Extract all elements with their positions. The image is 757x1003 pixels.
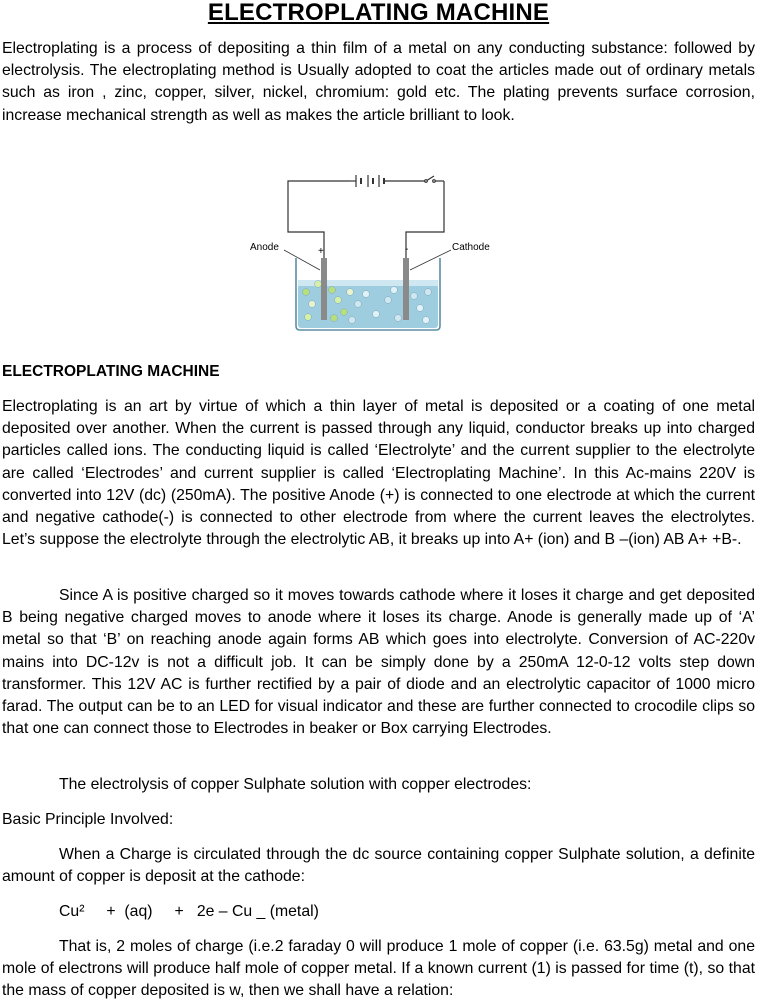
ion-particle bbox=[395, 315, 402, 322]
ion-particle bbox=[373, 311, 380, 318]
chemical-equation: Cu² + (aq) + 2e – Cu _ (metal) bbox=[59, 903, 319, 920]
ion-particle bbox=[303, 289, 310, 296]
body-paragraph-1: Electroplating is an art by virtue of which a thin layer of metal is deposited or a coating of one metal deposited over another. When the current is passed through any liquid, conductor breaks up into charged particles called ions. The conducting liquid is called ‘Electrolyte’ and the current supplier to the electrolyte are called ‘Electrodes’ and current supplier is called ‘Electroplating Machine’. In this Ac-mains 220V is converted into 12V (dc) (250mA). The positive Anode (+) is connected to one electrode at which the current and negative cathode(-) is connected to other electrode from where the current leaves the electrolytes. Let’s suppose the electrolyte through the electrolytic AB, it breaks up into A+ (ion) and B –(ion) AB A+ +B-. bbox=[2, 398, 755, 549]
ion-particle bbox=[341, 309, 348, 316]
section-heading: ELECTROPLATING MACHINE bbox=[2, 363, 220, 380]
ion-particle bbox=[315, 281, 322, 288]
ion-particle bbox=[335, 297, 342, 304]
principle-label: Basic Principle Involved: bbox=[2, 811, 174, 828]
body-paragraph-2: Since A is positive charged so it moves towards cathode where it loses it charge and get deposited B being negative charged moves to anode where it loses its charge. Anode is generally made up of ‘A’ metal so that ‘B’ on reaching anode again forms AB which goes into electrolyte. Conversion of AC-220v mains into DC-12v is not a difficult job. It can be simply done by a 250mA 12-0-12 volts step down transformer. This 12V AC is further rectified by a pair of diode and an electrolytic capacitor of 1000 micro farad. The output can be to an LED for visual indicator and these are further connected to crocodile clips so that one can connect those to Electrodes in beaker or Box carrying Electrodes. bbox=[2, 587, 755, 738]
switch-icon bbox=[425, 176, 436, 182]
ion-particle bbox=[417, 305, 424, 312]
body-paragraph-3: When a Charge is circulated through the dc source containing copper Sulphate solution, a definite amount of copper is deposit at the cathode: bbox=[2, 846, 755, 886]
ion-particle bbox=[347, 289, 354, 296]
ion-particle bbox=[355, 301, 362, 308]
electrolysis-line: The electrolysis of copper Sulphate solution with copper electrodes: bbox=[59, 776, 532, 793]
ion-particle bbox=[411, 293, 418, 300]
circuit-wires bbox=[288, 181, 444, 260]
cathode-label: Cathode bbox=[452, 242, 490, 253]
intro-paragraph: Electroplating is a process of depositing a thin film of a metal on any conducting substance: followed by electrolysis. The electroplating method is Usually adopted to coat the articles made out of ordinary metals such as iron , zinc, copper, silver, nickel, chromium: gold etc. The plating prevents surface corrosion, increase mechanical strength as well as makes the article brilliant to look. bbox=[2, 40, 755, 124]
ion-particle bbox=[391, 287, 398, 294]
ion-particle bbox=[363, 291, 370, 298]
minus-sign: - bbox=[405, 244, 409, 255]
ion-particle bbox=[349, 317, 356, 324]
anode-electrode bbox=[321, 258, 327, 320]
ion-particle bbox=[305, 314, 312, 321]
battery-icon bbox=[356, 175, 384, 187]
ion-particle bbox=[309, 301, 316, 308]
electroplating-diagram bbox=[248, 172, 500, 332]
anode-pointer bbox=[284, 250, 320, 270]
cathode-pointer bbox=[410, 250, 451, 270]
ion-particle bbox=[425, 289, 432, 296]
ion-particle bbox=[385, 297, 392, 304]
cathode-electrode bbox=[403, 258, 409, 320]
ion-particle bbox=[423, 317, 430, 324]
ion-particle bbox=[329, 287, 336, 294]
body-paragraph-4: That is, 2 moles of charge (i.e.2 faraday 0 will produce 1 mole of copper (i.e. 63.5g) metal and one mole of electrons will produce half mole of copper metal. If a known current (1) is passed for time (t), so that the mass of copper deposited is w, then we shall have a relation: bbox=[2, 938, 755, 1000]
anode-label: Anode bbox=[250, 242, 279, 253]
plus-sign: + bbox=[318, 246, 324, 257]
page-title: ELECTROPLATING MACHINE bbox=[207, 0, 550, 26]
ion-particle bbox=[331, 315, 338, 322]
